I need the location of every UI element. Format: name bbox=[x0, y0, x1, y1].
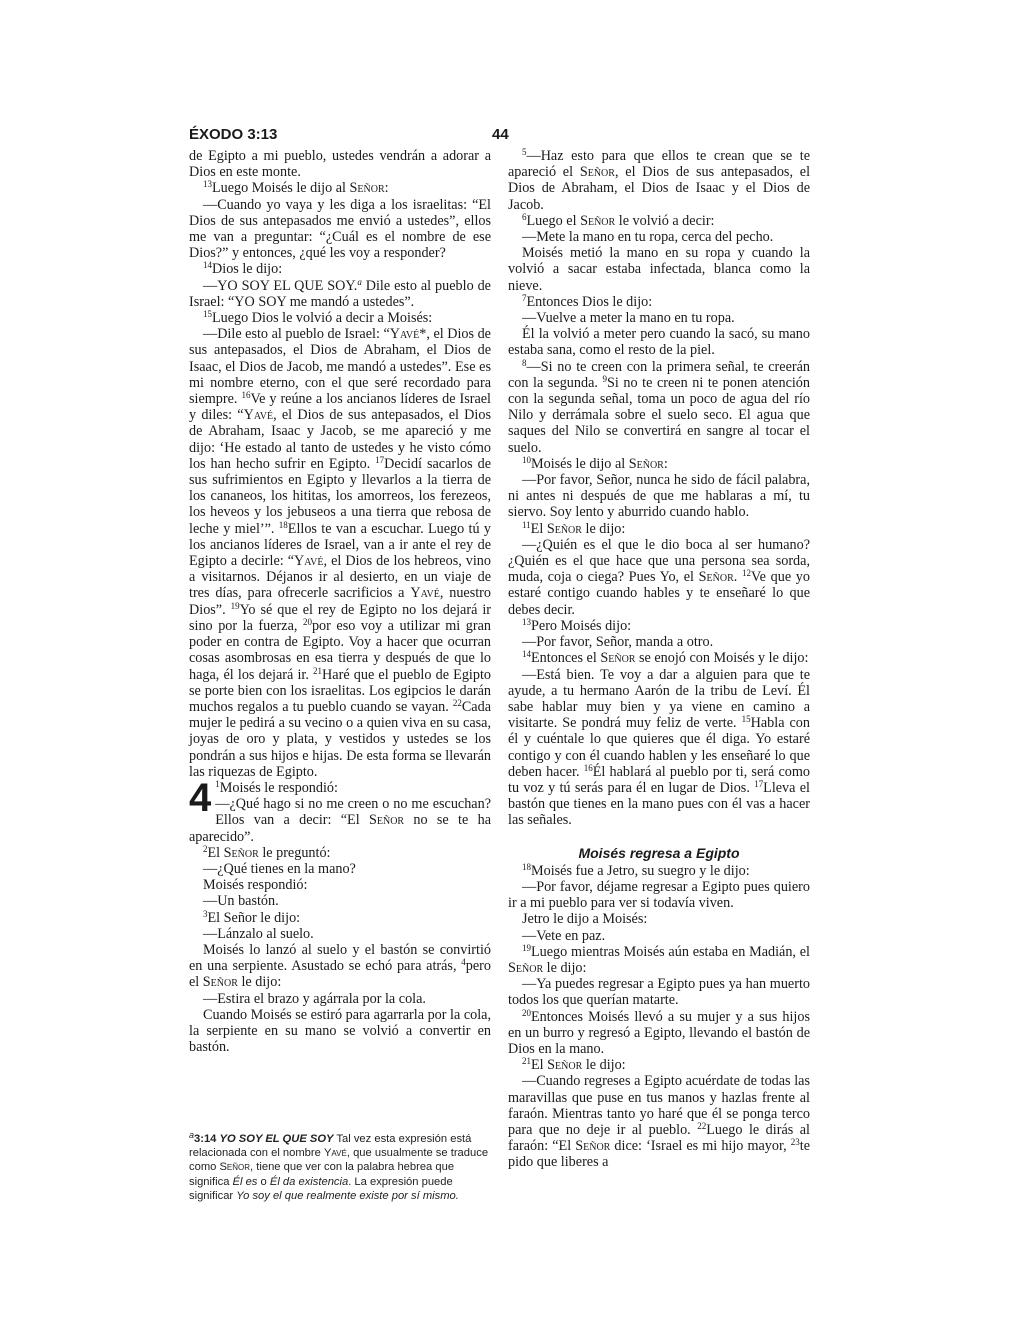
verse-number: 19 bbox=[230, 600, 240, 611]
paragraph: —Lánzalo al suelo. bbox=[203, 925, 314, 942]
paragraph: $^{11}$El Señor le dijo: bbox=[522, 519, 626, 537]
paragraph: —Estira el brazo y agárrala por la cola. bbox=[203, 990, 426, 1007]
footnote-headword: YO SOY EL QUE SOY bbox=[219, 1133, 334, 1145]
verse-number: 23 bbox=[790, 1137, 800, 1148]
paragraph: Cuando Moisés se estiró para agarrarla por la cola, la serpiente en su mano se volvió a convertir en bastón. bbox=[189, 1006, 491, 1056]
chapter-number: 4 bbox=[189, 775, 212, 820]
verse-number: 18 bbox=[278, 519, 288, 530]
paragraph: $^{10}$Moisés le dijo al Señor: bbox=[522, 454, 668, 472]
paragraph: Él la volvió a meter pero cuando la sacó, su mano estaba sana, como el resto de la piel. bbox=[508, 326, 810, 359]
verse-number: 19 bbox=[522, 942, 531, 953]
paragraph: —Mete la mano en tu ropa, cerca del pecho. bbox=[522, 229, 774, 246]
paragraph: —Por favor, Señor, nunca he sido de fácil palabra, ni antes ni después de que me hablaras a mí, tu siervo. Soy lento y aburrido cuando hablo. bbox=[508, 472, 810, 521]
paragraph: —Ya puedes regresar a Egipto pues ya han muerto todos los que querían matarte. bbox=[508, 976, 810, 1009]
footnote-marker: a bbox=[189, 1130, 195, 1140]
verse-number: 2 bbox=[203, 843, 208, 854]
verse-number: 16 bbox=[241, 390, 251, 401]
verse-number: 17 bbox=[375, 454, 385, 465]
verse-number: 14 bbox=[522, 649, 531, 660]
paragraph: —Está bien. Te voy a dar a alguien para que te ayude, a tu hermano Aarón de la tribu de Leví. Él sabe hablar muy bien y ya viene en camino a visitarte. Se pondrá muy feliz de verte. $^{15}$Habla con él y cuéntale lo que quieres que él diga. Yo estaré contigo y con él cuando hablen y les enseñaré lo que deben hacer. $^{16}$Él hablará al pueblo por ti, será como tu voz y tú serás para él en lugar de Dios. $^{17}$Lleva el bastón que tienes en la mano pues con él vas a hacer las señales. bbox=[508, 666, 810, 829]
paragraph: Moisés metió la mano en su ropa y cuando la volvió a sacar estaba infectada, blanca como la nieve. bbox=[508, 245, 810, 294]
page-number: 44 bbox=[492, 126, 509, 143]
left-column bbox=[189, 148, 491, 1055]
paragraph: —Un bastón. bbox=[203, 893, 279, 910]
paragraph: $^{20}$Entonces Moisés llevó a su mujer y a sus hijos en un burro y regresó a Egipto, llevando el bastón de Dios en la mano. bbox=[508, 1007, 810, 1057]
paragraph: $^{21}$El Señor le dijo: bbox=[522, 1056, 626, 1074]
footnote-anchor[interactable]: a bbox=[357, 276, 362, 287]
verse-number: 6 bbox=[522, 211, 527, 222]
verse-number: 14 bbox=[203, 260, 212, 271]
verse-number: 8 bbox=[522, 357, 527, 368]
verse-number: 21 bbox=[313, 665, 323, 676]
paragraph: —Cuando yo vaya y les diga a los israelitas: “El Dios de sus antepasados me envió a ustedes”, ellos me van a preguntar: “¿Cuál es el nombre de ese Dios?” y entonces, ¿qué les voy a responder? bbox=[189, 196, 491, 262]
paragraph: $^5$—Haz esto para que ellos te crean que se te apareció el Señor, el Dios de sus antepasados, el Dios de Abraham, el Dios de Isaac y el Dios de Jacob. bbox=[508, 147, 811, 213]
paragraph: —YO SOY EL QUE SOY.$^a$ Dile esto al pueblo de Israel: “YO SOY me mandó a ustedes”. bbox=[189, 276, 491, 310]
verse-number: 13 bbox=[522, 616, 531, 627]
verse-number: 5 bbox=[522, 147, 527, 157]
footnote-reference: 3:14 bbox=[194, 1133, 217, 1145]
paragraph: $^{14}$Entonces el Señor se enojó con Moisés y le dijo: bbox=[522, 649, 809, 667]
verse-number: 12 bbox=[742, 568, 752, 579]
paragraph: $^{13}$Luego Moisés le dijo al Señor: bbox=[203, 179, 389, 197]
section-heading: Moisés regresa a Egipto bbox=[578, 844, 740, 861]
verse-number: 11 bbox=[522, 519, 531, 530]
verse-number: 22 bbox=[697, 1120, 707, 1131]
verse-number: 13 bbox=[203, 179, 212, 190]
paragraph: —Vuelve a meter la mano en tu ropa. bbox=[522, 310, 735, 327]
paragraph: Moisés respondió: bbox=[203, 877, 308, 894]
paragraph: —¿Quién es el que le dio boca al ser humano? ¿Quién es el que hace que una persona sea sorda, muda, coja o ciega? Pues Yo, el Señor. $^{12}$Ve que yo estaré contigo cuando hables y te enseñaré lo que debes decir. bbox=[508, 536, 810, 618]
running-header-reference: ÉXODO 3:13 bbox=[189, 126, 278, 143]
paragraph: $^{19}$Luego mientras Moisés aún estaba en Madián, el Señor le dijo: bbox=[508, 942, 810, 976]
verse-number: 10 bbox=[522, 454, 531, 465]
paragraph: $^{14}$Dios le dijo: bbox=[203, 260, 283, 278]
footnote: $^a$3:14 YO SOY EL QUE SOY Tal vez esta expresión está relacionada con el nombre Yavé, que usualmente se traduce como Señor, tiene que ver con la palabra hebrea que significa Él es o Él da existencia. La expresión puede significar Yo soy el que realmente existe por sí mismo. bbox=[189, 1130, 489, 1202]
paragraph: —Vete en paz. bbox=[522, 927, 606, 944]
verse-number: 7 bbox=[522, 292, 527, 303]
paragraph: $^8$—Si no te creen con la primera señal, te creerán con la segunda. $^9$Si no te creen ni te ponen atención con la segunda señal, toma un poco de agua del río Nilo y derrámala sobre el suelo seco. El agua que saques del Nilo se convertirá en sangre al tocar el suelo. bbox=[508, 357, 810, 456]
chapter-start: 4 $^1$Moisés le respondió: —¿Qué hago si no me creen o no me escuchan? Ellos van a decir: “El Señor no se te ha aparecido”. bbox=[189, 775, 491, 845]
paragraph: $^2$El Señor le preguntó: bbox=[203, 843, 331, 861]
paragraph: $^{13}$Pero Moisés dijo: bbox=[522, 616, 632, 634]
paragraph: $^3$El Señor le dijo: bbox=[203, 908, 301, 926]
verse-number: 22 bbox=[452, 697, 462, 708]
verse-number: 15 bbox=[203, 309, 212, 320]
paragraph: $^{18}$Moisés fue a Jetro, su suegro y le dijo: bbox=[522, 861, 750, 879]
paragraph: de Egipto a mi pueblo, ustedes vendrán a adorar a Dios en este monte. bbox=[189, 148, 491, 181]
verse-number: 20 bbox=[302, 616, 312, 627]
paragraph: Jetro le dijo a Moisés: bbox=[522, 911, 648, 928]
verse-number: 4 bbox=[461, 957, 466, 968]
paragraph: $^6$Luego el Señor le volvió a decir: bbox=[522, 211, 715, 229]
paragraph: —Dile esto al pueblo de Israel: “Yavé*, el Dios de sus antepasados, el Dios de Abraham, el Dios de Isaac, el Dios de Jacob, me mandó a ustedes”. Ese es mi nombre eterno, con el que seré recordado para siempre. $^{16}$Ve y reúne a los ancianos líderes de Israel y diles: “Yavé, el Dios de sus antepasados, el Dios de Abraham, Isaac y Jacob, se me apareció y me dijo: ‘He estado al tanto de ustedes y he visto cómo los han hecho sufrir en Egipto. $^{17}$Decidí sacarlos de sus sufrimientos en Egipto y llevarlos a la tierra de los cananeos, los hititas, los amorreos, los ferezeos, los heveos y los jebuseos a una tierra que rebosa de leche y miel’”. $^{18}$Ellos te van a escuchar. Luego tú y los ancianos líderes de Israel, van a ir ante el rey de Egipto a decirle: “Yavé, el Dios de los hebreos, vino a visitarnos. Déjanos ir al desierto, en un viaje de tres días, para ofrecerle sacrificios a Yavé, nuestro Dios”. $^{19}$Yo sé que el rey de Egipto no los dejará ir sino por la fuerza, $^{20}$por eso voy a utilizar mi gran poder en contra de Egipto. Voy a hacer que ocurran cosas asombrosas en esa tierra y después de que lo haga, él los dejará ir. $^{21}$Haré que el pueblo de Egipto se porte bien con los israelitas. Los egipcios le darán muchos regalos a tu pueblo cuando se vayan. $^{22}$Cada mujer le pedirá a su vecino o a quien viva en su casa, joyas de oro y plata, y vestidos y ustedes se los pondrán a sus hijos e hijas. De esta forma se llevarán las riquezas de Egipto. bbox=[189, 326, 491, 780]
paragraph: —Por favor, Señor, manda a otro. bbox=[522, 634, 714, 651]
right-column bbox=[508, 148, 810, 1171]
verse-number: 9 bbox=[602, 373, 607, 384]
verse-number: 15 bbox=[741, 714, 751, 725]
verse-number: 16 bbox=[583, 762, 593, 773]
verse-number: 17 bbox=[754, 778, 764, 789]
paragraph: $^7$Entonces Dios le dijo: bbox=[522, 292, 653, 310]
verse-number: 1 bbox=[215, 778, 220, 789]
verse-number: 18 bbox=[522, 861, 531, 872]
paragraph: —¿Qué tienes en la mano? bbox=[203, 860, 356, 877]
paragraph: $^{15}$Luego Dios le volvió a decir a Moisés: bbox=[203, 309, 433, 327]
paragraph: —Cuando regreses a Egipto acuérdate de todas las maravillas que puse en tus manos y hazlas frente al faraón. Mientras tanto yo haré que él se ponga terco para que no deje ir al pueblo. $^{22}$Luego le dirás al faraón: “El Señor dice: ‘Israel es mi hijo mayor, $^{23}$te pido que liberes a bbox=[508, 1073, 810, 1171]
paragraph: Moisés lo lanzó al suelo y el bastón se convirtió en una serpiente. Asustado se echó para atrás, $^4$pero el Señor le dijo: bbox=[189, 941, 491, 991]
verse-number: 21 bbox=[522, 1056, 531, 1067]
verse-number: 20 bbox=[522, 1007, 531, 1018]
paragraph: —Por favor, déjame regresar a Egipto pues quiero ir a mi pueblo para ver si todavía viven. bbox=[508, 878, 810, 912]
verse-number: 3 bbox=[203, 908, 208, 919]
